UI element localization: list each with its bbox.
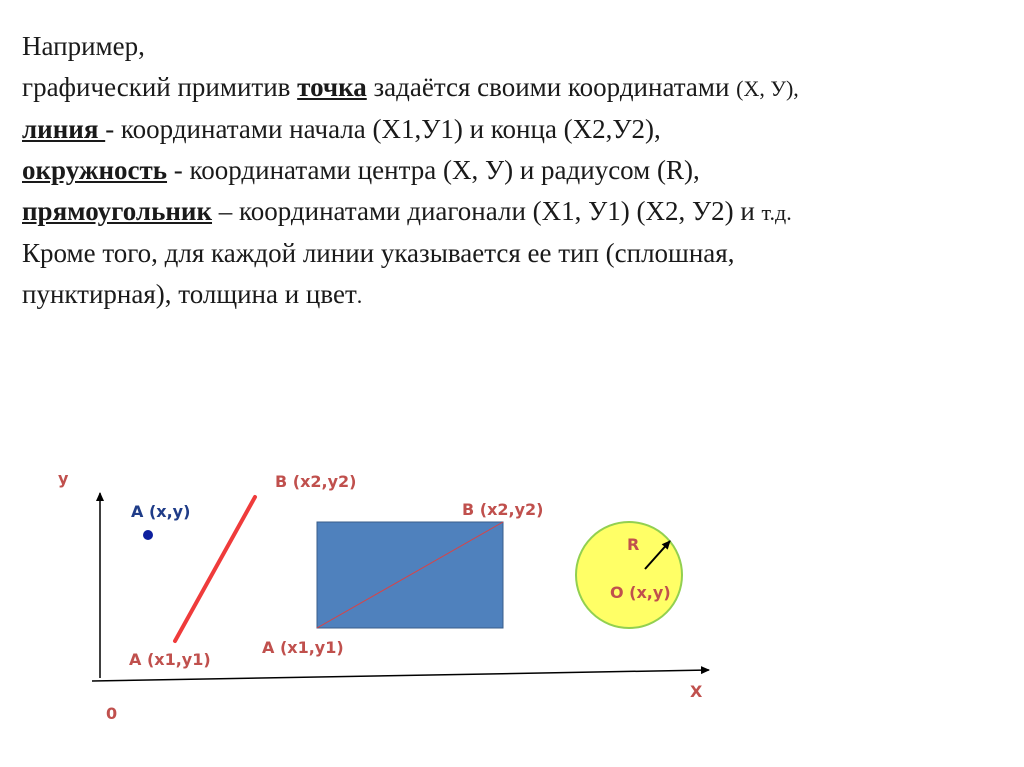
point-label: A (x,y) — [131, 502, 191, 521]
x-axis-label: X — [690, 682, 703, 701]
keyword-rectangle: прямоугольник — [22, 196, 213, 226]
rect-end-label: B (x2,y2) — [462, 500, 544, 519]
origin-label: 0 — [106, 704, 118, 723]
keyword-point: точка — [297, 72, 367, 102]
line-start-label: A (x1,y1) — [129, 650, 211, 669]
text-line-5: прямоугольник – координатами диагонали (X1, У1) (X2, У2) и т.д. — [22, 196, 792, 226]
text-line-6: Кроме того, для каждой линии указывается ее тип (сплошная, — [22, 238, 735, 268]
keyword-line: линия — [22, 114, 106, 144]
text-line-7: пунктирная), толщина и цвет. — [22, 279, 363, 309]
keyword-circle: окружность — [22, 155, 168, 185]
y-axis-label: у — [58, 469, 69, 488]
line-end-label: B (x2,y2) — [275, 472, 357, 491]
radius-label: R — [627, 535, 640, 554]
center-label: O (x,y) — [610, 583, 671, 602]
text-line-1: Например, — [22, 31, 145, 61]
text-line-4: окружность - координатами центра (X, У) и радиусом (R), — [22, 155, 700, 185]
text-line-2: графический примитив точка задаётся своими координатами (X, У), — [22, 72, 799, 102]
point-marker — [143, 530, 153, 540]
text-line-3: линия - координатами начала (X1,У1) и конца (X2,У2), — [22, 114, 661, 144]
x-axis — [92, 670, 709, 681]
rect-start-label: A (x1,y1) — [262, 638, 344, 657]
